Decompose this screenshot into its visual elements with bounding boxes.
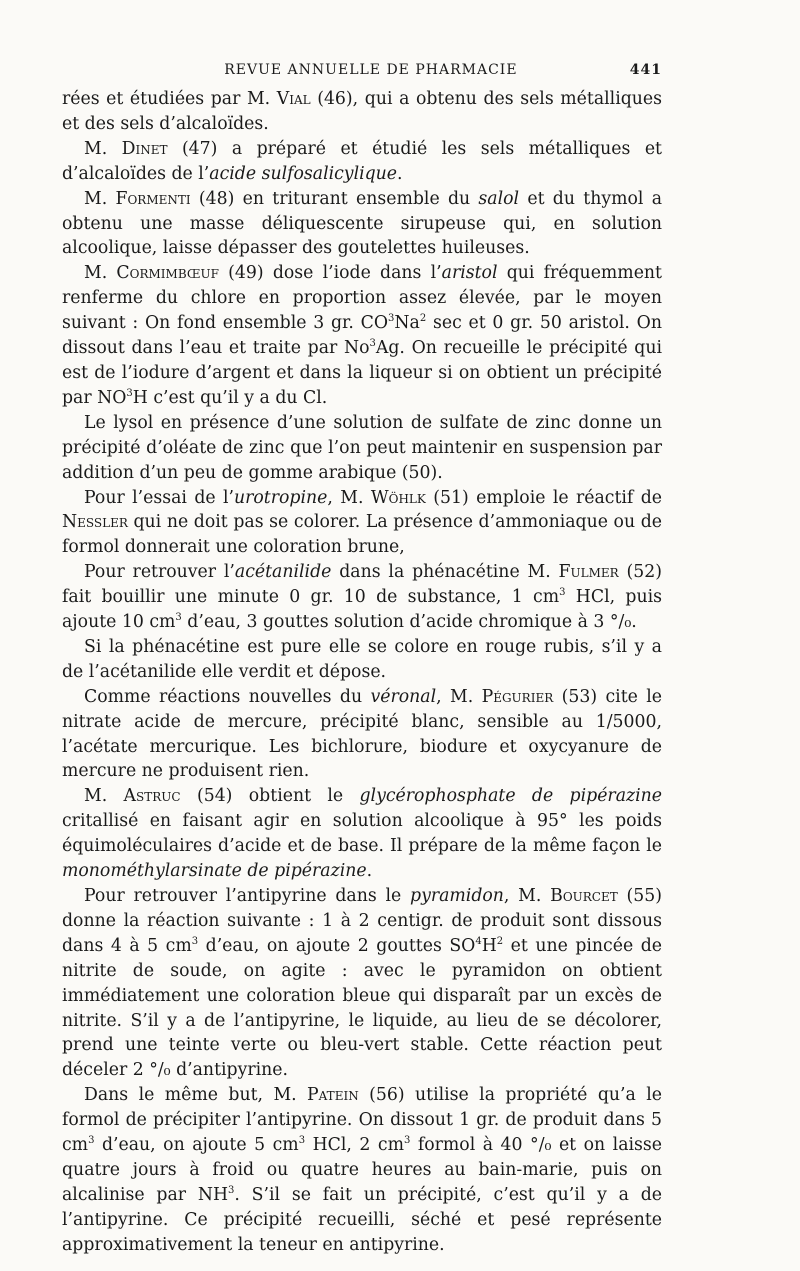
superscript: 3 xyxy=(88,1135,95,1147)
text-run: Pour l’essai de l’ xyxy=(84,487,235,508)
superscript: 3 xyxy=(175,612,182,624)
running-header xyxy=(62,62,662,78)
text-run: (53) cite le nitrate acide de mercure, précipité blanc, sensible au 1/5000, l’acétate mercurique. Les bichlorure, biodure et oxycyanure de mercure ne produisent rien. xyxy=(62,686,662,782)
author-name: Cormimbœuf xyxy=(116,263,219,284)
paragraph xyxy=(62,261,662,410)
text-run: (55) donne la réaction suivante : 1 à 2 centigr. de produit sont dissous dans 4 à 5 cm xyxy=(62,886,662,956)
author-name: Pégurier xyxy=(481,686,554,707)
page-number: 441 xyxy=(629,62,662,78)
text-run: (56) utilise la propriété qu’a le formol de précipiter l’antipyrine. On dissout 1 gr. de produit dans 5 cm xyxy=(62,1085,662,1156)
text-run: (54) obtient le xyxy=(180,786,360,807)
text-run: M. xyxy=(84,786,124,807)
text-run: rées et étudiées par M. xyxy=(62,89,277,109)
superscript: 3 xyxy=(403,1135,411,1147)
text-run: Comme réactions nouvelles du xyxy=(84,686,371,707)
text-run: qui fréquemment renferme du chlore en proportion assez élevée, par le moyen suivant : On fond ensemble 3 gr. CO xyxy=(62,263,662,334)
paragraph xyxy=(62,411,662,486)
superscript: 2 xyxy=(496,936,504,948)
author-name: Patein xyxy=(307,1085,359,1106)
italic-term: pyramidon xyxy=(410,886,504,906)
superscript: 3 xyxy=(298,1135,306,1147)
text-run: , M. xyxy=(503,886,551,906)
author-name: Vial xyxy=(276,89,311,109)
superscript: 3 xyxy=(191,936,199,948)
text-run: d’eau, on ajoute 2 gouttes SO xyxy=(198,935,476,956)
text-run: sec et 0 gr. 50 aristol. On dissout dans l’eau et traite par No xyxy=(62,313,662,359)
text-run: M. xyxy=(84,188,116,209)
paragraph xyxy=(62,87,662,137)
author-name: Nessler xyxy=(62,512,128,533)
text-run: (49) dose l’iode dans l’ xyxy=(218,263,442,284)
paragraph xyxy=(62,884,662,1083)
text-run: (47) a préparé et étudié les sels métalliques et d’alcaloïdes de l’ xyxy=(62,138,662,184)
italic-term: véronal xyxy=(370,686,437,707)
superscript: 4 xyxy=(475,936,482,948)
text-run: H xyxy=(481,935,497,956)
text-run: Pour retrouver l’antipyrine dans le xyxy=(84,886,411,906)
superscript: 3 xyxy=(228,1185,235,1197)
author-name: Dinet xyxy=(121,138,168,159)
paragraph xyxy=(62,486,662,561)
author-name: Bourcet xyxy=(550,886,618,906)
text-run: . S’il se fait un précipité, c’est qu’il y a de l’antipyrine. Ce précipité recueilli, séché et pesé représente approximativement la teneur en antipyrine. xyxy=(62,1184,662,1255)
superscript: 3 xyxy=(126,388,133,400)
superscript: 2 xyxy=(419,313,427,325)
italic-term: urotropine xyxy=(234,487,328,508)
text-run: (51) emploie le réactif de xyxy=(425,487,663,508)
text-run: critallisé en faisant agir en solution alcoolique à 95° les poids équimoléculaires d’acide et de base. Il prépare de la même façon le xyxy=(62,811,662,857)
superscript: 3 xyxy=(388,313,395,325)
text-run: H c’est qu’il y a du Cl. xyxy=(132,387,328,408)
text-run: Pour retrouver l’ xyxy=(84,562,235,583)
text-run: formol à 40 °/₀ et on laisse quatre jours à froid ou quatre heures au bain-marie, puis on alcalinise par NH xyxy=(62,1135,663,1205)
text-run: Dans le même but, M. xyxy=(84,1085,308,1106)
text-run: Si la phénacétine est pure elle se colore en rouge rubis, s’il y a de l’acétanilide elle verdit et dépose. xyxy=(62,636,662,682)
paragraph xyxy=(62,560,662,635)
italic-term: salol xyxy=(478,188,520,209)
body-text xyxy=(62,87,662,1258)
paragraph xyxy=(62,784,662,884)
paragraph xyxy=(62,685,662,785)
superscript: 3 xyxy=(559,587,566,599)
text-run: HCl, puis ajoute 10 cm xyxy=(62,587,663,633)
text-run: , M. xyxy=(436,686,482,707)
text-run: . xyxy=(397,163,403,184)
text-run: M. xyxy=(84,263,117,284)
text-run: Na xyxy=(394,313,420,334)
text-run: M. xyxy=(84,138,122,159)
text-run: et du thymol a obtenu une masse déliquescente sirupeuse qui, en solution alcoolique, laisse dépasser des goutelettes huileuses. xyxy=(62,188,662,259)
text-run: HCl, 2 cm xyxy=(305,1135,404,1156)
superscript: 3 xyxy=(369,338,376,350)
text-run: . xyxy=(366,861,373,882)
text-run: Ag. On recueille le précipité qui est de l’iodure d’argent et dans la liqueur si on obtient un précipité par NO xyxy=(62,338,662,408)
paragraph xyxy=(62,1083,662,1257)
author-name: Astruc xyxy=(123,786,181,807)
text-run: dans la phénacétine M. xyxy=(331,562,559,583)
text-run: , M. xyxy=(327,487,371,508)
text-run: d’eau, on ajoute 5 cm xyxy=(94,1135,299,1156)
italic-term: acétanilide xyxy=(234,562,332,583)
paragraph xyxy=(62,137,662,187)
text-run: (46), qui a obtenu des sels métalliques et des sels d’alcaloïdes. xyxy=(62,89,663,134)
paragraph xyxy=(62,635,662,685)
text-run: et une pincée de nitrite de soude, on agite : avec le pyramidon on obtient immédiatement une coloration bleue qui disparaît par un excès de nitrite. S’il y a de l’antipyrine, le liquide, au lieu de se décolorer, prend une teinte verte ou bleu-vert stable. Cette réaction peut déceler 2 °/₀ d’antipyrine. xyxy=(62,935,662,1081)
paragraph xyxy=(62,187,662,262)
italic-term: acide sulfosalicylique xyxy=(209,163,398,184)
document-page xyxy=(62,62,662,1258)
text-run: (48) en triturant ensemble du xyxy=(190,188,479,209)
author-name: Formenti xyxy=(115,188,191,209)
text-run: qui ne doit pas se colorer. La présence d’ammoniaque ou de formol donnerait une coloration brune, xyxy=(62,512,662,558)
journal-title: REVUE ANNUELLE DE PHARMACIE xyxy=(224,62,518,78)
italic-term: glycérophosphate de pipérazine xyxy=(359,786,662,807)
text-run: (52) fait bouillir une minute 0 gr. 10 de substance, 1 cm xyxy=(62,562,662,608)
text-run: Le lysol en présence d’une solution de sulfate de zinc donne un précipité d’oléate de zinc que l’on peut maintenir en suspension par addition d’un peu de gomme arabique (50). xyxy=(62,412,662,483)
italic-term: aristol xyxy=(441,263,498,284)
italic-term: monométhylarsinate de pipérazine xyxy=(62,861,367,882)
author-name: Fulmer xyxy=(558,562,619,583)
text-run: d’eau, 3 gouttes solution d’acide chromique à 3 °/₀. xyxy=(181,612,637,633)
author-name: Wöhlk xyxy=(370,487,426,508)
